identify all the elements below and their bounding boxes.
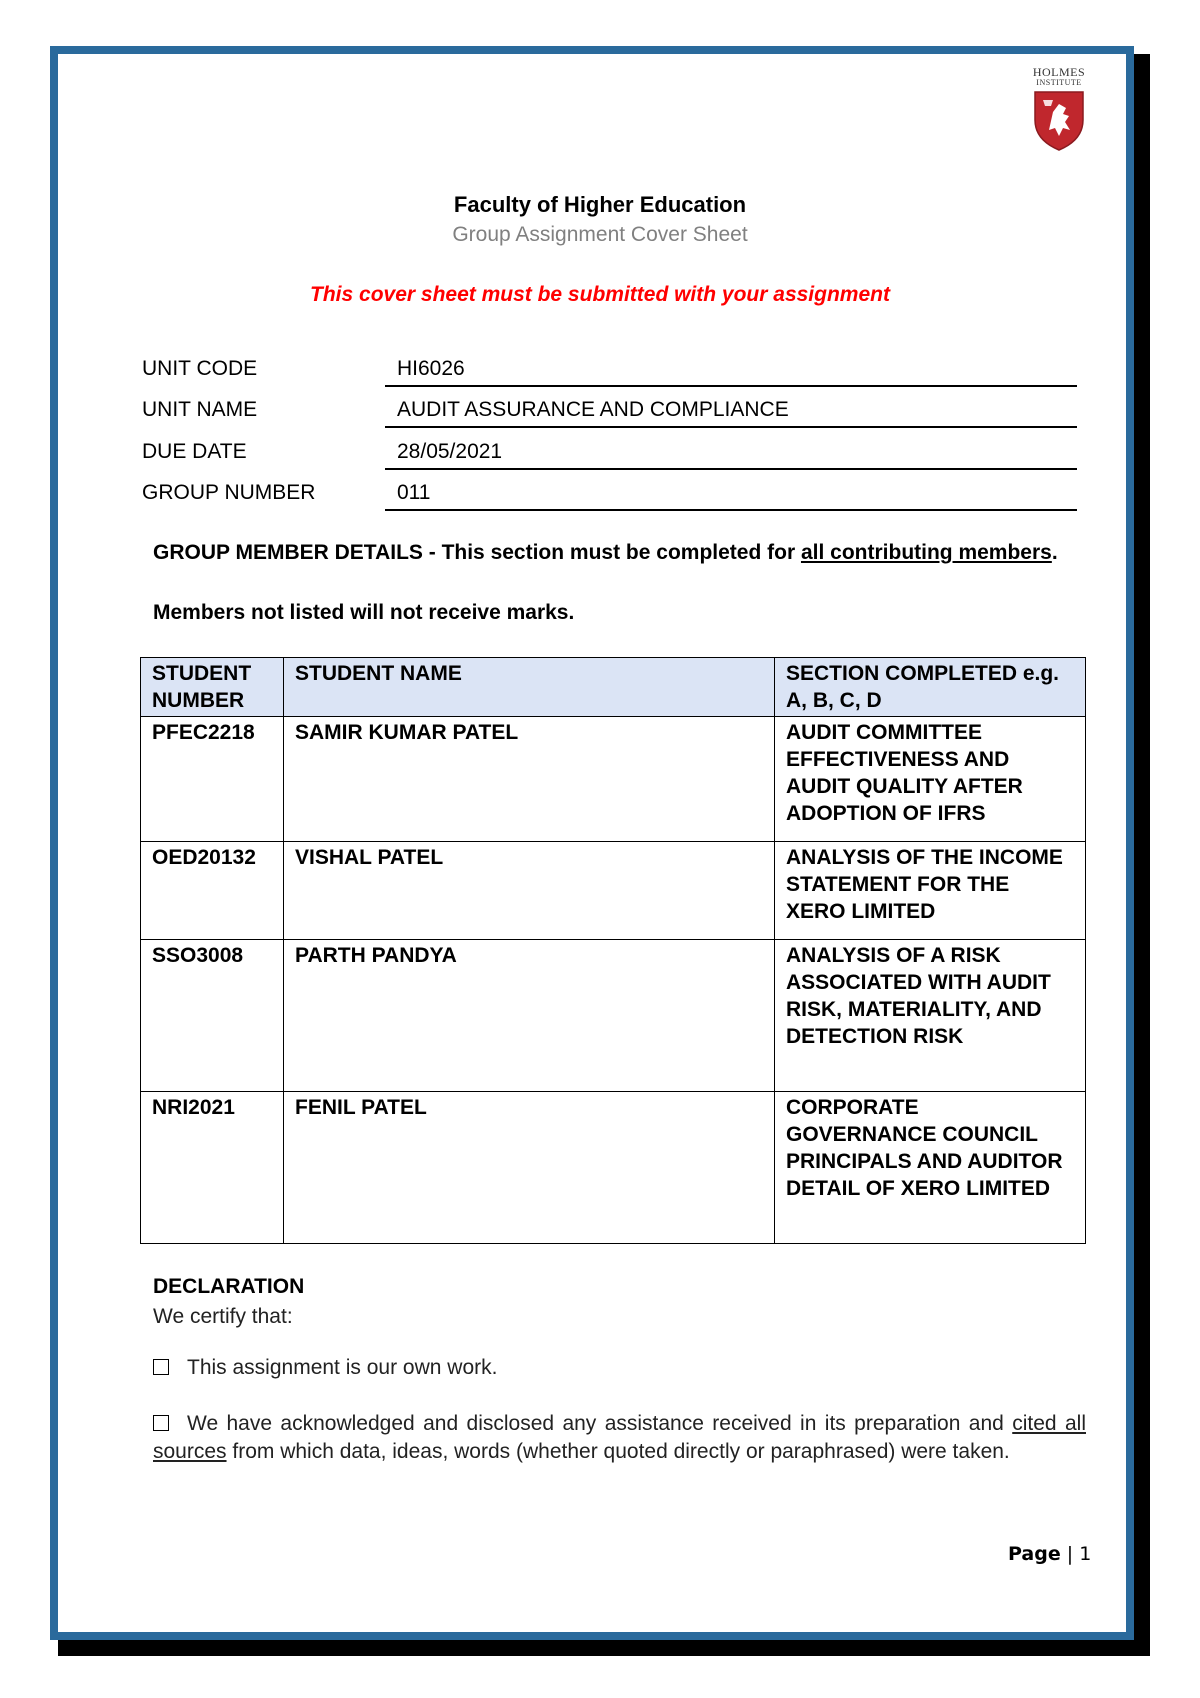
student-number-cell: OED20132	[141, 842, 284, 940]
logo-brand-line1: HOLMES	[1032, 65, 1086, 79]
cover-sheet-subtitle: Group Assignment Cover Sheet	[452, 223, 748, 246]
page-number-value: 1	[1079, 1543, 1092, 1565]
table-row	[141, 940, 1086, 1092]
table-row	[141, 717, 1086, 842]
student-name-cell: PARTH PANDYA	[284, 940, 775, 1092]
unit-code-label: UNIT CODE	[142, 357, 258, 380]
due-date-field	[142, 440, 1077, 470]
declaration-intro: We certify that:	[153, 1305, 293, 1328]
group-number-field	[142, 481, 1077, 511]
sources-checkbox[interactable]	[153, 1415, 169, 1431]
student-number-cell: NRI2021	[141, 1092, 284, 1244]
page-label: Page	[1008, 1543, 1061, 1565]
table-row	[141, 1092, 1086, 1244]
section-completed-cell: CORPORATE GOVERNANCE COUNCIL PRINCIPALS AND AUDITOR DETAIL OF XERO LIMITED	[775, 1092, 1086, 1244]
group-member-heading	[153, 538, 1088, 567]
group-member-heading-text: GROUP MEMBER DETAILS - This section must be completed for	[153, 541, 801, 564]
due-date-value[interactable]: 28/05/2021	[385, 440, 1077, 470]
members-not-listed-note: Members not listed will not receive marks.	[153, 601, 575, 624]
header-student-number: STUDENT NUMBER	[141, 658, 284, 717]
group-number-label: GROUP NUMBER	[142, 481, 316, 504]
group-members-table	[140, 657, 1086, 1244]
sources-text-suffix: from which data, ideas, words (whether quoted directly or paraphrased) were taken.	[226, 1440, 1010, 1463]
submission-warning: This cover sheet must be submitted with your assignment	[310, 283, 890, 306]
student-name-cell: SAMIR KUMAR PATEL	[284, 717, 775, 842]
sources-text: We have acknowledged and disclosed any assistance received in its preparation and	[187, 1412, 1013, 1435]
header-student-name: STUDENT NAME	[284, 658, 775, 717]
group-member-heading-suffix: .	[1051, 541, 1058, 564]
own-work-text: This assignment is our own work.	[187, 1356, 498, 1379]
unit-name-field	[142, 398, 1077, 428]
student-name-cell: VISHAL PATEL	[284, 842, 775, 940]
unit-code-value[interactable]: HI6026	[385, 357, 1077, 387]
declaration-item-own-work	[153, 1354, 1086, 1382]
shield-icon	[1033, 90, 1085, 152]
page-number	[1008, 1543, 1091, 1565]
holmes-institute-logo	[1024, 66, 1094, 158]
section-completed-cell: ANALYSIS OF THE INCOME STATEMENT FOR THE XERO LIMITED	[775, 842, 1086, 940]
unit-name-value[interactable]: AUDIT ASSURANCE AND COMPLIANCE	[385, 398, 1077, 428]
header-section-completed: SECTION COMPLETED e.g. A, B, C, D	[775, 658, 1086, 717]
cited-all-sources-emphasis: cited all sources	[153, 1412, 1086, 1463]
unit-name-label: UNIT NAME	[142, 398, 258, 421]
group-number-value[interactable]: 011	[385, 481, 1077, 511]
own-work-checkbox[interactable]	[153, 1359, 169, 1375]
unit-code-field	[142, 357, 1077, 387]
declaration-item-sources	[153, 1410, 1086, 1466]
page-separator: |	[1066, 1543, 1074, 1565]
table-row	[141, 842, 1086, 940]
all-contributing-members-emphasis: all contributing members	[800, 541, 1052, 564]
declaration-title: DECLARATION	[153, 1275, 305, 1298]
due-date-label: DUE DATE	[142, 440, 247, 463]
student-name-cell: FENIL PATEL	[284, 1092, 775, 1244]
student-number-cell: PFEC2218	[141, 717, 284, 842]
section-completed-cell: ANALYSIS OF A RISK ASSOCIATED WITH AUDIT RISK, MATERIALITY, AND DETECTION RISK	[775, 940, 1086, 1092]
logo-brand-line2: INSTITUTE	[1036, 78, 1082, 87]
student-number-cell: SSO3008	[141, 940, 284, 1092]
table-header-row	[141, 658, 1086, 717]
section-completed-cell: AUDIT COMMITTEE EFFECTIVENESS AND AUDIT QUALITY AFTER ADOPTION OF IFRS	[775, 717, 1086, 842]
faculty-title: Faculty of Higher Education	[453, 192, 747, 217]
